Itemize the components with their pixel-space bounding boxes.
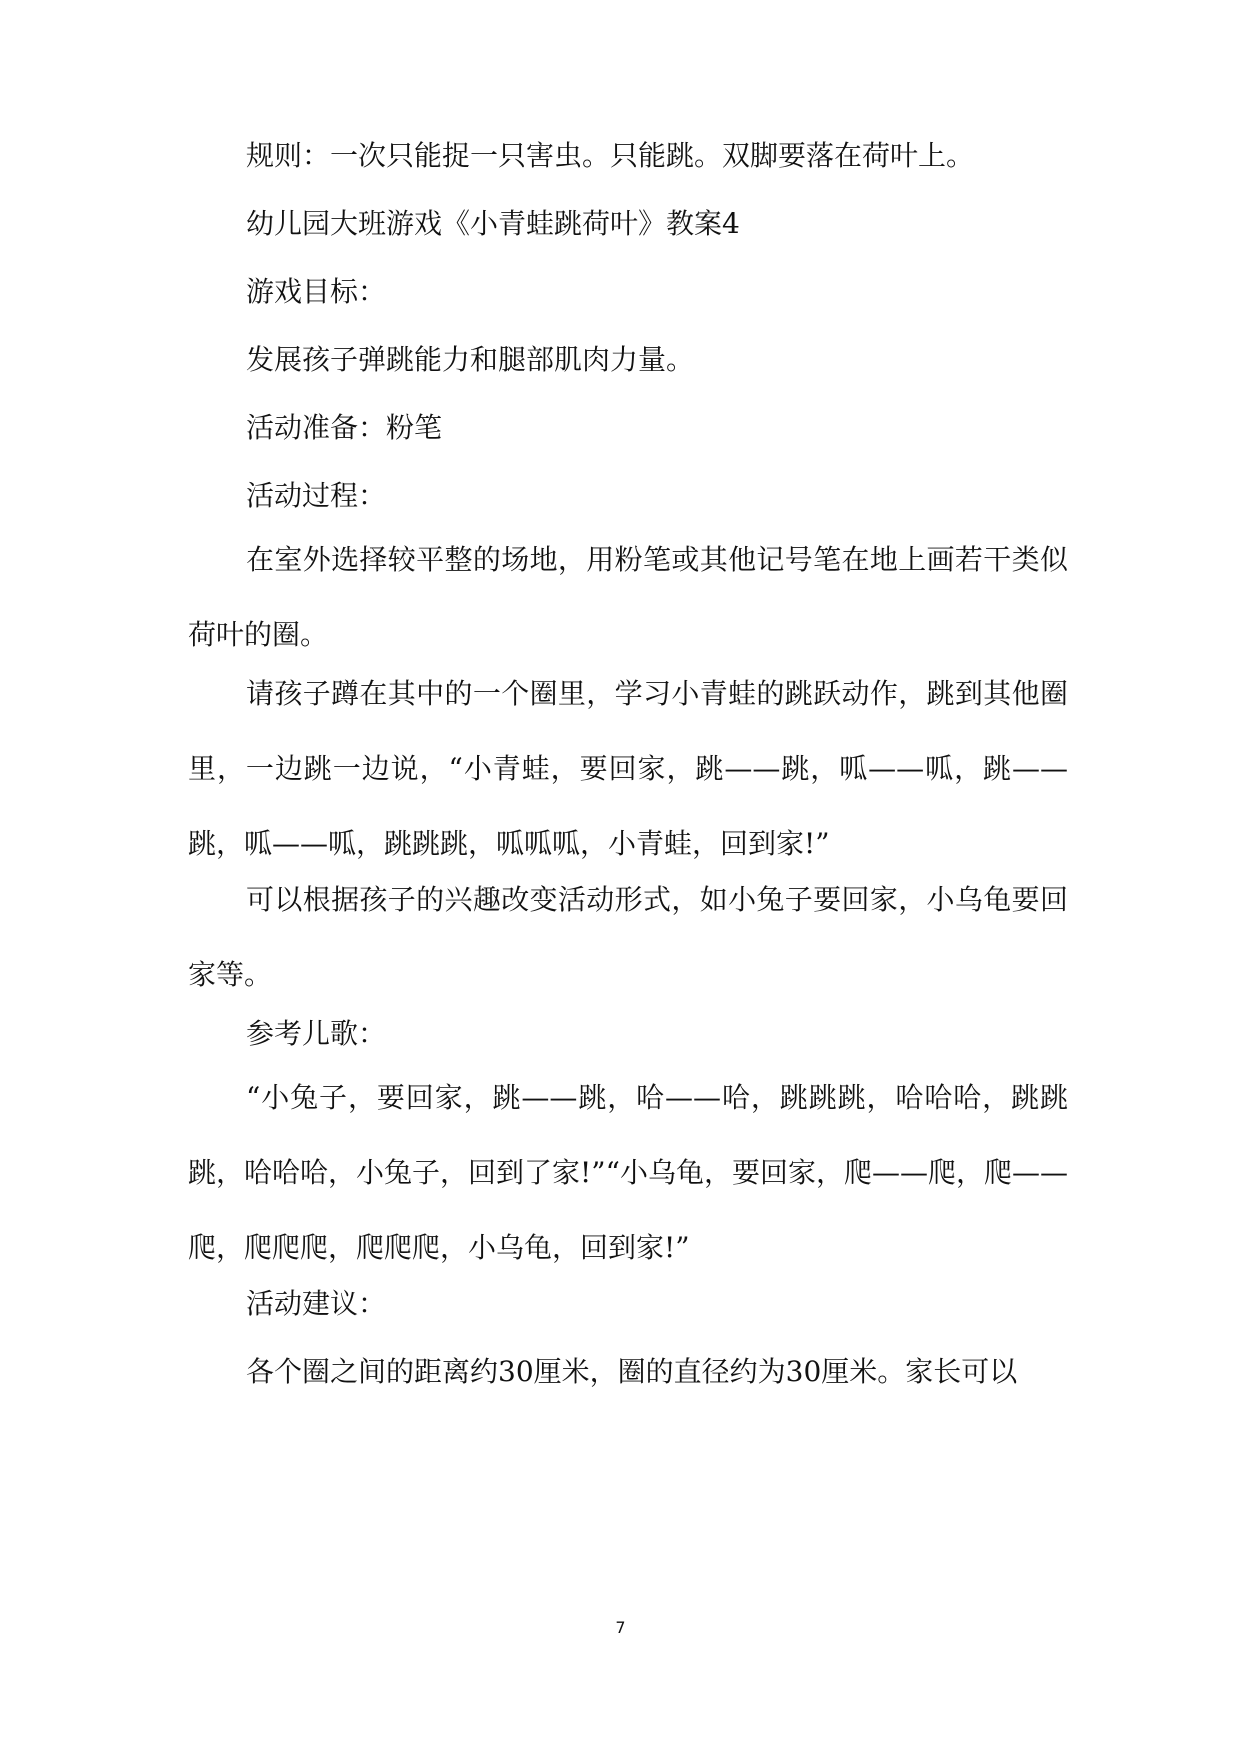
paragraph-suggestion-heading: 活动建议： — [246, 1287, 387, 1320]
paragraph-game-goal: 发展孩子弹跳能力和腿部肌肉力量。 — [246, 343, 695, 376]
paragraph-preparation: 活动准备：粉笔 — [246, 411, 443, 444]
paragraph-process-3: 可以根据孩子的兴趣改变活动形式，如小兔子要回家，小乌龟要回家等。 — [188, 883, 1068, 991]
paragraph-process-1: 在室外选择较平整的场地，用粉笔或其他记号笔在地上画若干类似荷叶的圈。 — [188, 543, 1068, 651]
paragraph-suggestion: 各个圈之间的距离约30厘米，圈的直径约为30厘米。家长可以 — [246, 1355, 1018, 1388]
paragraph-game-goal-heading: 游戏目标： — [246, 275, 387, 308]
paragraph-lesson-title: 幼儿园大班游戏《小青蛙跳荷叶》教案4 — [246, 207, 740, 240]
paragraph-rhyme-heading: 参考儿歌： — [246, 1017, 387, 1050]
paragraph-rules: 规则：一次只能捉一只害虫。只能跳。双脚要落在荷叶上。 — [246, 139, 975, 172]
page-number: 7 — [615, 1618, 626, 1637]
paragraph-rhyme: “小兔子，要回家，跳——跳，哈——哈，跳跳跳，哈哈哈，跳跳跳，哈哈哈，小兔子，回到了家!”“小乌龟，要回家，爬——爬，爬——爬，爬爬爬，爬爬爬，小乌龟，回到家!” — [188, 1081, 1068, 1264]
paragraph-process-2: 请孩子蹲在其中的一个圈里，学习小青蛙的跳跃动作，跳到其他圈里，一边跳一边说，“小青蛙，要回家，跳——跳，呱——呱，跳——跳，呱——呱，跳跳跳，呱呱呱，小青蛙，回到家!” — [188, 677, 1068, 860]
paragraph-process-heading: 活动过程： — [246, 479, 387, 512]
